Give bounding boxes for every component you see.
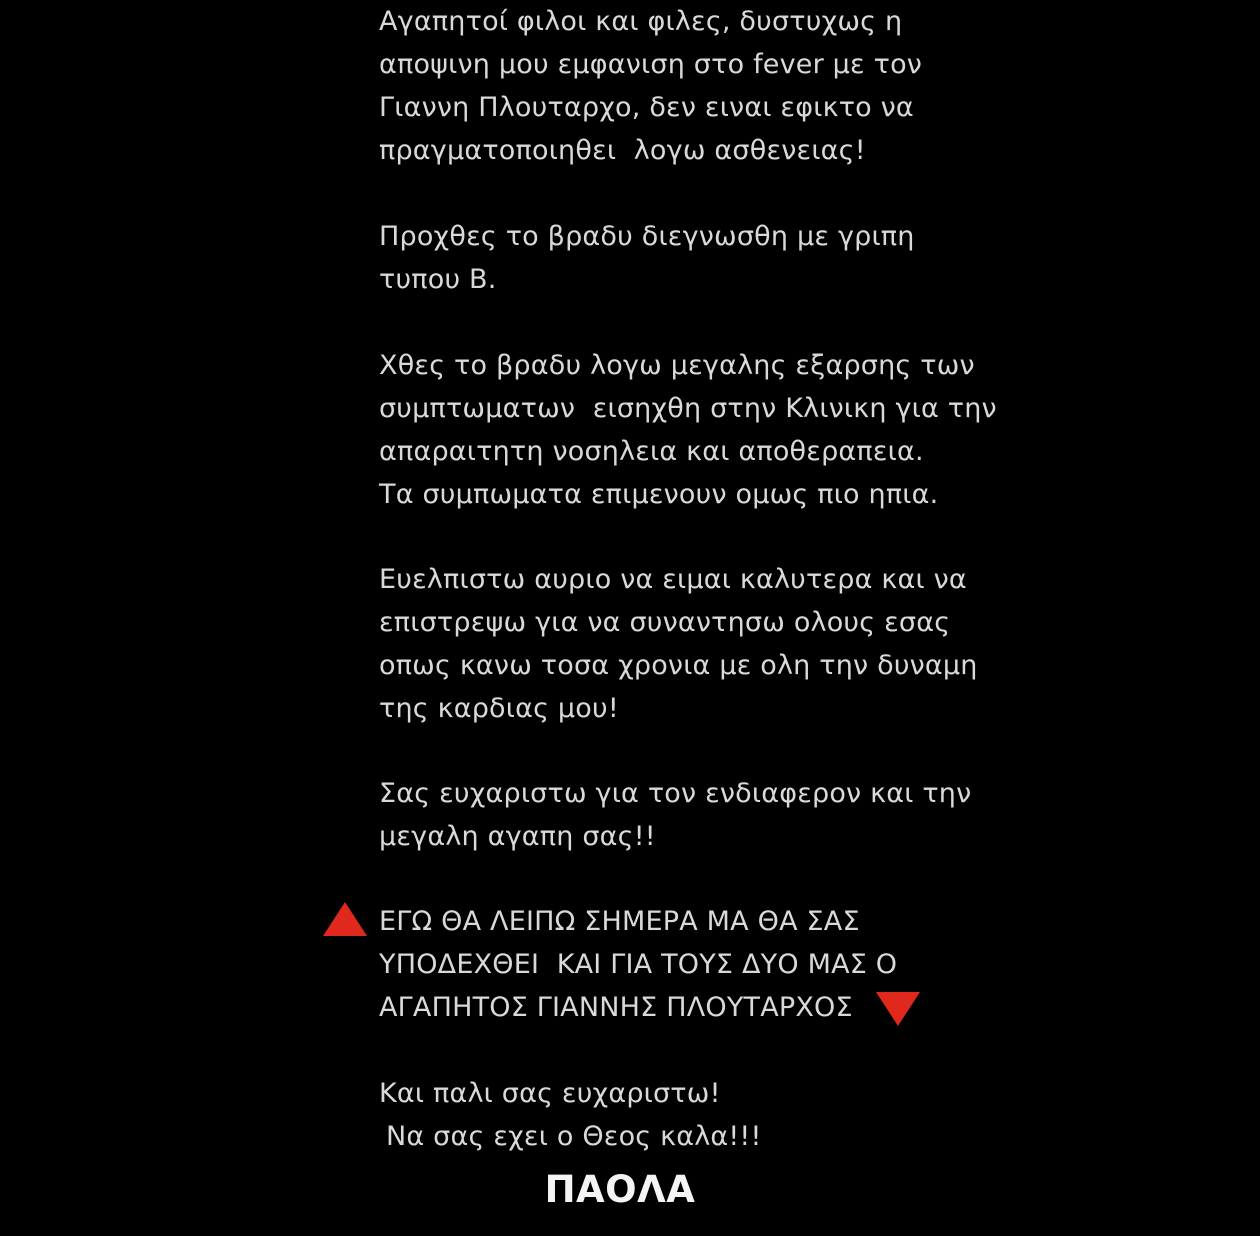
text-line: αποψινη μου εμφανιση στο fever με τον xyxy=(379,49,923,80)
text-line: Αγαπητοί φιλοι και φιλες, δυστυχως η xyxy=(379,6,903,37)
text-line: ΕΓΩ ΘΑ ΛΕΙΠΩ ΣΗΜΕΡΑ ΜΑ ΘΑ ΣΑΣ xyxy=(379,906,860,937)
text-line: Προχθες το βραδυ διεγνωσθη με γριπη xyxy=(379,221,915,252)
text-line: ΑΓΑΠΗΤΟΣ ΓΙΑΝΝΗΣ ΠΛΟΥΤΑΡΧΟΣ xyxy=(379,992,853,1023)
text-line: Γιαννη Πλουταρχο, δεν ειναι εφικτο να xyxy=(379,92,914,123)
text-line: συμπτωματων εισηχθη στην Κλινικη για την xyxy=(379,393,997,424)
text-line: Χθες το βραδυ λογω μεγαλης εξαρσης των xyxy=(379,350,975,381)
text-line: Ευελπιστω αυριο να ειμαι καλυτερα και να xyxy=(379,564,967,595)
text-line: Να σας εχει ο Θεος καλα!!! xyxy=(386,1121,762,1152)
text-line: τυπου Β. xyxy=(379,264,497,295)
text-line: οπως κανω τοσα χρονια με ολη την δυναμη xyxy=(379,650,978,681)
text-line: απαραιτητη νοσηλεια και αποθεραπεια. xyxy=(379,436,924,467)
signature: ΠΑΟΛΑ xyxy=(544,1168,696,1211)
text-line: πραγματοποιηθει λογω ασθενειας! xyxy=(379,135,866,166)
red-triangle-down-icon xyxy=(876,992,920,1026)
text-line: της καρδιας μου! xyxy=(379,693,619,724)
text-line: μεγαλη αγαπη σας!! xyxy=(379,821,656,852)
text-line: επιστρεψω για να συναντησω ολους εσας xyxy=(379,607,951,638)
text-line: Σας ευχαριστω για τον ενδιαφερον και την xyxy=(379,778,972,809)
text-line: Και παλι σας ευχαριστω! xyxy=(379,1078,721,1109)
text-line: ΥΠΟΔΕΧΘΕΙ ΚΑΙ ΓΙΑ ΤΟΥΣ ΔΥΟ ΜΑΣ Ο xyxy=(379,949,898,980)
red-triangle-up-icon xyxy=(323,902,367,936)
text-line: Τα συμπωματα επιμενουν ομως πιο ηπια. xyxy=(379,479,939,510)
